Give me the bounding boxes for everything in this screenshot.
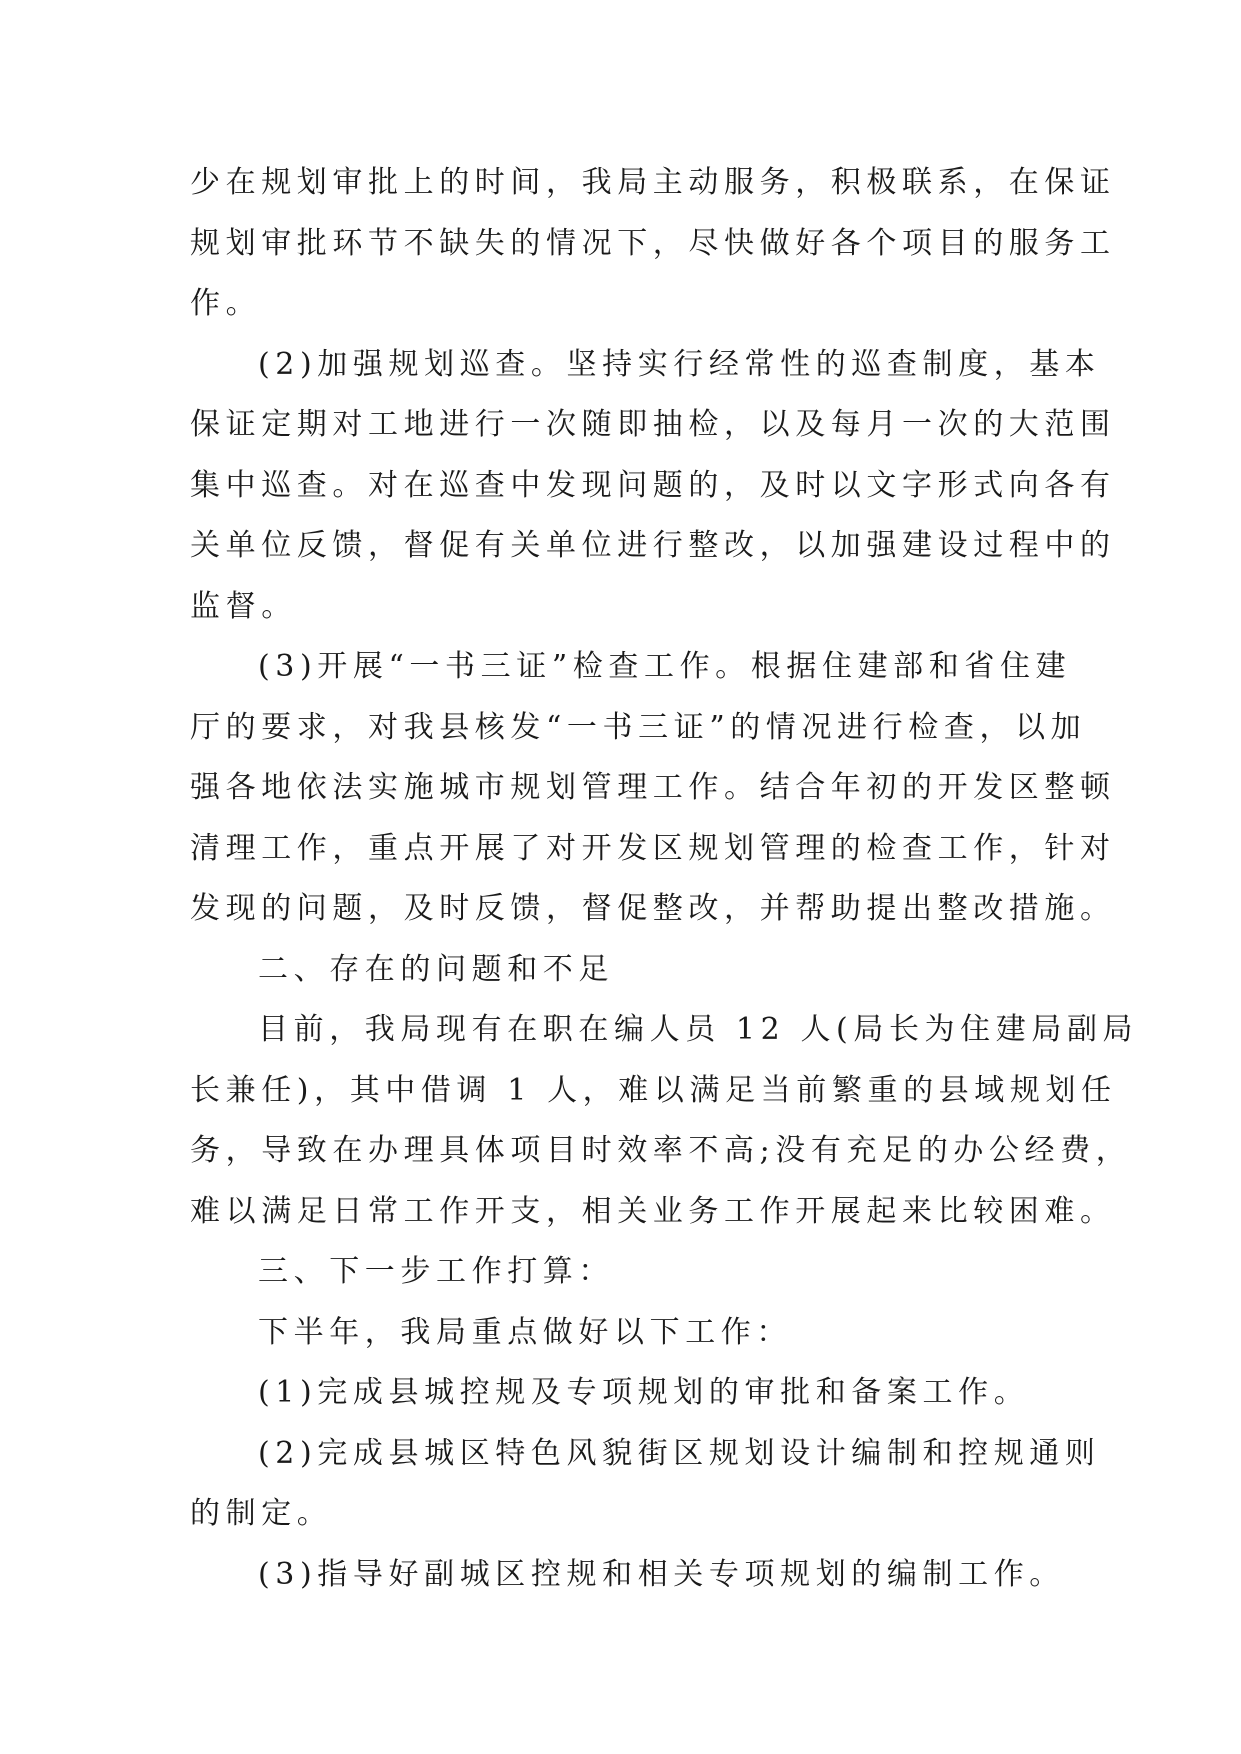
text-line: 的制定。 bbox=[190, 1496, 333, 1531]
text-line: 强各地依法实施城市规划管理工作。结合年初的开发区整顿 bbox=[190, 770, 1116, 805]
text-line: 长兼任)，其中借调 1 人，难以满足当前繁重的县域规划任 bbox=[190, 1072, 1117, 1108]
section-heading: 三、下一步工作打算： bbox=[258, 1254, 614, 1289]
text-line: 务，导致在办理具体项目时效率不高;没有充足的办公经费， bbox=[190, 1133, 1132, 1168]
text-line: 发现的问题，及时反馈，督促整改，并帮助提出整改措施。 bbox=[190, 891, 1116, 926]
text-line: (3)开展“一书三证”检查工作。根据住建部和省住建 bbox=[258, 649, 1072, 684]
list-item: (2)完成县城区特色风貌街区规划设计编制和控规通则 bbox=[258, 1435, 1101, 1471]
text-line: (2)加强规划巡查。坚持实行经常性的巡查制度，基本 bbox=[258, 346, 1101, 382]
text-line: 清理工作，重点开展了对开发区规划管理的检查工作，针对 bbox=[190, 830, 1116, 866]
text-line: 少在规划审批上的时间，我局主动服务，积极联系，在保证 bbox=[190, 165, 1116, 200]
list-item: (1)完成县城控规及专项规划的审批和备案工作。 bbox=[258, 1375, 1030, 1410]
text-line: 规划审批环节不缺失的情况下，尽快做好各个项目的服务工 bbox=[190, 225, 1116, 261]
text-line: 厅的要求，对我县核发“一书三证”的情况进行检查，以加 bbox=[190, 709, 1087, 745]
text-line: 保证定期对工地进行一次随即抽检，以及每月一次的大范围 bbox=[190, 407, 1116, 442]
list-item: (3)指导好副城区控规和相关专项规划的编制工作。 bbox=[258, 1556, 1065, 1592]
text-line: 目前，我局现有在职在编人员 12 人(局长为住建局副局 bbox=[258, 1012, 1139, 1047]
text-line: 下半年，我局重点做好以下工作： bbox=[258, 1314, 792, 1350]
text-line: 作。 bbox=[190, 286, 262, 321]
text-line: 难以满足日常工作开支，相关业务工作开展起来比较困难。 bbox=[190, 1193, 1116, 1229]
section-heading: 二、存在的问题和不足 bbox=[258, 951, 614, 987]
text-line: 监督。 bbox=[190, 588, 297, 624]
text-line: 关单位反馈，督促有关单位进行整改，以加强建设过程中的 bbox=[190, 528, 1116, 563]
document-body bbox=[190, 153, 1139, 1605]
text-line: 集中巡查。对在巡查中发现问题的，及时以文字形式向各有 bbox=[190, 467, 1116, 503]
